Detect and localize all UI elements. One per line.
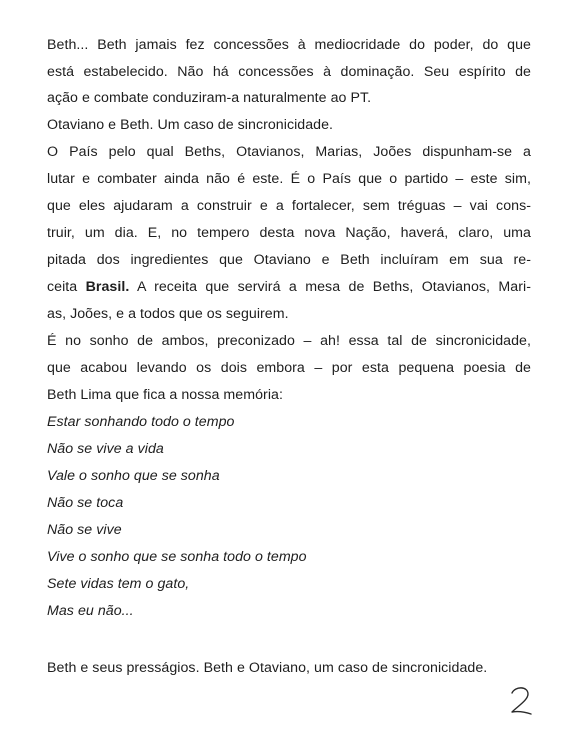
paragraph-3-line-6-post: A receita que servirá a mesa de Beths, Otavianos, Mari- (129, 279, 531, 295)
poem-line-3: Vale o sonho que se sonha (47, 468, 220, 484)
paragraph-3-line-7: as, Joões, e a todos que os seguirem. (47, 306, 289, 322)
paragraph-1-line-2: está estabelecido. Não há concessões à dominação. Seu espírito de (47, 64, 531, 80)
poem-line-2: Não se vive a vida (47, 441, 164, 457)
paragraph-3-line-6 (47, 278, 531, 296)
poem-line-1: Estar sonhando todo o tempo (47, 414, 235, 430)
poem-line-7: Sete vidas tem o gato, (47, 576, 190, 592)
poem-line-8: Mas eu não... (47, 603, 134, 619)
handwritten-page-number-icon (508, 684, 534, 718)
paragraph-3-line-1: O País pelo qual Beths, Otavianos, Marias, Joões dispunham-se a (47, 144, 531, 160)
paragraph-3-line-2: lutar e combater ainda não é este. É o País que o partido – este sim, (47, 171, 531, 187)
poem-line-4: Não se toca (47, 495, 124, 511)
paragraph-3-line-6-pre: ceita (47, 279, 86, 295)
paragraph-3-line-4: truir, um dia. E, no tempero desta nova Nação, haverá, claro, uma (47, 225, 531, 241)
paragraph-3-line-3: que eles ajudaram a construir e a fortalecer, sem tréguas – vai cons- (47, 198, 531, 214)
paragraph-1-line-3: ação e combate conduziram-a naturalmente ao PT. (47, 90, 372, 106)
paragraph-3-line-5: pitada dos ingredientes que Otaviano e Beth incluíram em sua re- (47, 252, 531, 268)
paragraph-4-line-1: É no sonho de ambos, preconizado – ah! essa tal de sincronicidade, (47, 333, 531, 349)
brasil-bold-word: Brasil. (85, 279, 130, 295)
paragraph-1-line-1: Beth... Beth jamais fez concessões à mediocridade do poder, do que (47, 37, 531, 53)
poem-line-6: Vive o sonho que se sonha todo o tempo (47, 549, 307, 565)
page-number (508, 684, 534, 718)
poem-line-5: Não se vive (47, 522, 122, 538)
paragraph-4-line-2: que acabou levando os dois embora – por esta pequena poesia de (47, 360, 531, 376)
paragraph-4-line-3: Beth Lima que fica a nossa memória: (47, 387, 283, 403)
closing-line: Beth e seus presságios. Beth e Otaviano, um caso de sincronicidade. (47, 660, 488, 676)
paragraph-2-line-1: Otaviano e Beth. Um caso de sincronicidade. (47, 117, 334, 133)
